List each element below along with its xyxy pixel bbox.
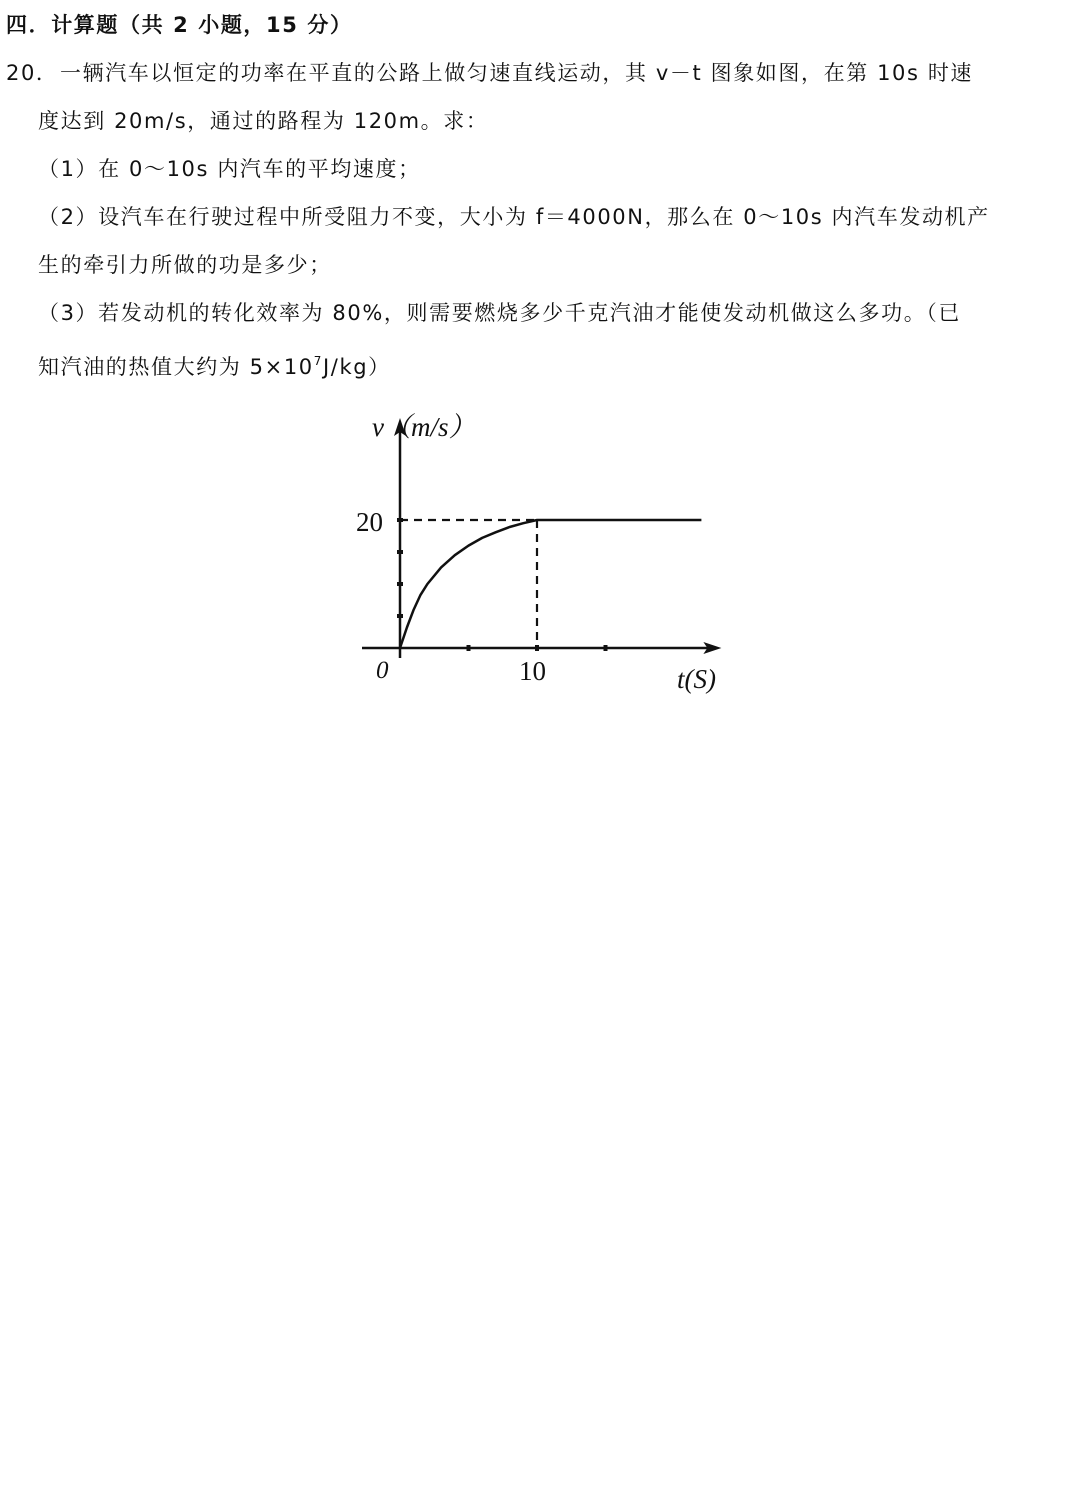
section-heading: 四．计算题（共 2 小题，15 分） [6,13,353,37]
graph-series [400,520,701,648]
question-stem-line1: 一辆汽车以恒定的功率在平直的公路上做匀速直线运动，其 v－t 图象如图，在第 10s 时速 [60,61,974,85]
y-tick-mark [397,614,403,618]
question-number: 20． [6,61,59,85]
graph-axes [362,418,721,658]
question-part1: （1）在 0～10s 内汽车的平均速度； [38,157,421,181]
y-tick-label-20: 20 [356,507,383,537]
y-tick-mark [397,550,403,554]
question-part3-line1: （3）若发动机的转化效率为 80%，则需要燃烧多少千克汽油才能使发动机做这么多功。（已 [38,301,962,325]
x-axis-label: t(S) [677,664,716,694]
heat-value-exponent: 7 [313,354,324,368]
graph-reference-lines [400,520,537,648]
question-stem-line2: 度达到 20m/s，通过的路程为 120m。求： [38,109,489,133]
x-tick-mark [604,645,608,651]
x-tick-label-10: 10 [519,656,546,686]
vt-graph [352,398,742,703]
origin-label: 0 [376,657,389,684]
question-part3-line2 [38,346,391,382]
x-tick-mark [467,645,471,651]
question-part2-line2: 生的牵引力所做的功是多少； [38,253,332,277]
y-tick-mark [397,582,403,586]
question-part2-line1: （2）设汽车在行驶过程中所受阻力不变，大小为 f＝4000N，那么在 0～10s 内汽车发动机产 [38,205,990,229]
y-axis-label: v（m/s） [372,412,476,442]
heat-value-unit: J/kg） [323,355,391,379]
velocity-curve [400,520,701,648]
heat-value-text: 知汽油的热值大约为 5×10 [38,355,314,379]
